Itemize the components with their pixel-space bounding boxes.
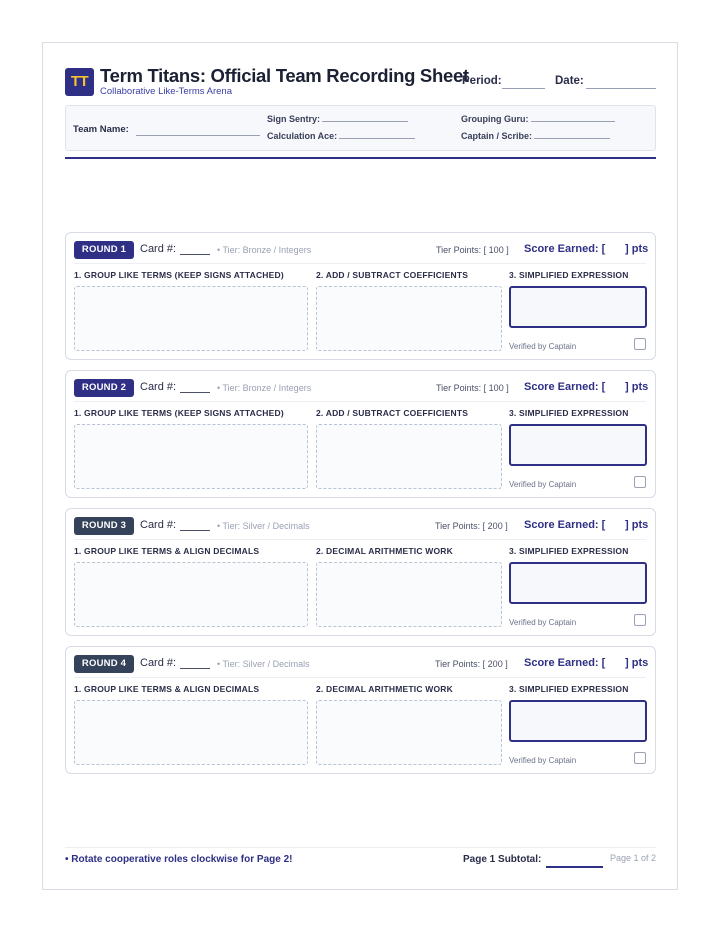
column-heading-arithmetic: 2. DECIMAL ARITHMETIC WORK <box>316 546 453 556</box>
verified-label: Verified by Captain <box>509 480 577 489</box>
date-field[interactable] <box>586 88 656 89</box>
score-earned-label: Score Earned: [ <box>524 519 606 531</box>
score-earned-label: Score Earned: [ <box>524 657 606 669</box>
role-captain-scribe <box>461 131 610 141</box>
role-grouping-guru <box>461 114 615 124</box>
period-field[interactable] <box>502 88 545 89</box>
recording-sheet <box>42 42 678 890</box>
round-divider <box>74 263 646 264</box>
round-badge: ROUND 3 <box>74 517 134 535</box>
tier-points: Tier Points: [ 100 ] <box>436 245 509 255</box>
role-field[interactable] <box>339 131 415 139</box>
page-title: Term Titans: Official Team Recording Sheet <box>100 65 469 86</box>
role-sign-sentry <box>267 114 408 124</box>
column-heading-simplified: 3. SIMPLIFIED EXPRESSION <box>509 684 629 694</box>
simplified-expression-box[interactable] <box>509 562 647 604</box>
round-divider <box>74 401 646 402</box>
card-number-label: Card #: <box>140 657 177 669</box>
verified-label: Verified by Captain <box>509 342 577 351</box>
verified-checkbox[interactable] <box>634 338 646 350</box>
round-badge: ROUND 4 <box>74 655 134 673</box>
tier-label: • Tier: Bronze / Integers <box>217 245 312 255</box>
subtotal-field[interactable] <box>546 866 603 868</box>
role-label: Sign Sentry: <box>267 114 321 124</box>
column-heading-simplified: 3. SIMPLIFIED EXPRESSION <box>509 408 629 418</box>
date-label: Date: <box>555 75 584 87</box>
score-earned-suffix: ] pts <box>625 243 649 255</box>
simplified-expression-box[interactable] <box>509 286 647 328</box>
role-field[interactable] <box>322 114 408 122</box>
team-info-panel <box>65 105 656 151</box>
simplified-expression-box[interactable] <box>509 424 647 466</box>
subtotal-label: Page 1 Subtotal: <box>463 854 542 865</box>
tier-points: Tier Points: [ 200 ] <box>435 521 508 531</box>
column-heading-group: 1. GROUP LIKE TERMS & ALIGN DECIMALS <box>74 546 260 556</box>
verified-checkbox[interactable] <box>634 476 646 488</box>
role-field[interactable] <box>534 131 610 139</box>
card-number-label: Card #: <box>140 519 177 531</box>
round-card-4 <box>65 646 656 774</box>
score-earned-label: Score Earned: [ <box>524 381 606 393</box>
header-divider <box>65 157 656 159</box>
round-divider <box>74 677 646 678</box>
card-number-label: Card #: <box>140 381 177 393</box>
role-label: Captain / Scribe: <box>461 131 533 141</box>
card-number-field[interactable] <box>180 254 210 255</box>
group-terms-workspace[interactable] <box>74 424 308 489</box>
column-heading-simplified: 3. SIMPLIFIED EXPRESSION <box>509 546 629 556</box>
page-subtitle: Collaborative Like-Terms Arena <box>100 86 233 97</box>
card-number-field[interactable] <box>180 668 210 669</box>
column-heading-simplified: 3. SIMPLIFIED EXPRESSION <box>509 270 629 280</box>
group-terms-workspace[interactable] <box>74 286 308 351</box>
round-card-3 <box>65 508 656 636</box>
round-divider <box>74 539 646 540</box>
column-heading-arithmetic: 2. ADD / SUBTRACT COEFFICIENTS <box>316 408 469 418</box>
tier-points: Tier Points: [ 100 ] <box>436 383 509 393</box>
card-number-label: Card #: <box>140 243 177 255</box>
tier-points: Tier Points: [ 200 ] <box>435 659 508 669</box>
round-badge: ROUND 2 <box>74 379 134 397</box>
page-number: Page 1 of 2 <box>610 853 657 863</box>
role-label: Calculation Ace: <box>267 131 338 141</box>
verified-checkbox[interactable] <box>634 614 646 626</box>
group-terms-workspace[interactable] <box>74 562 308 627</box>
score-earned-label: Score Earned: [ <box>524 243 606 255</box>
simplified-expression-box[interactable] <box>509 700 647 742</box>
footer-divider <box>65 847 656 848</box>
round-card-1 <box>65 232 656 360</box>
logo-badge: TT <box>65 68 94 96</box>
role-field[interactable] <box>531 114 615 122</box>
column-heading-group: 1. GROUP LIKE TERMS & ALIGN DECIMALS <box>74 684 260 694</box>
score-earned-suffix: ] pts <box>625 657 649 669</box>
arithmetic-workspace[interactable] <box>316 700 502 765</box>
role-label: Grouping Guru: <box>461 114 529 124</box>
tier-label: • Tier: Bronze / Integers <box>217 383 312 393</box>
arithmetic-workspace[interactable] <box>316 286 502 351</box>
card-number-field[interactable] <box>180 392 210 393</box>
tier-label: • Tier: Silver / Decimals <box>217 521 310 531</box>
round-card-2 <box>65 370 656 498</box>
card-number-field[interactable] <box>180 530 210 531</box>
group-terms-workspace[interactable] <box>74 700 308 765</box>
footer-tip: • Rotate cooperative roles clockwise for Page 2! <box>65 854 293 865</box>
tier-label: • Tier: Silver / Decimals <box>217 659 310 669</box>
round-badge: ROUND 1 <box>74 241 134 259</box>
verified-checkbox[interactable] <box>634 752 646 764</box>
score-earned-suffix: ] pts <box>625 519 649 531</box>
verified-label: Verified by Captain <box>509 756 577 765</box>
column-heading-group: 1. GROUP LIKE TERMS (KEEP SIGNS ATTACHED) <box>74 408 284 418</box>
arithmetic-workspace[interactable] <box>316 424 502 489</box>
period-label: Period: <box>462 75 502 87</box>
team-name-label: Team Name: <box>73 124 129 135</box>
role-calculation-ace <box>267 131 415 141</box>
arithmetic-workspace[interactable] <box>316 562 502 627</box>
score-earned-suffix: ] pts <box>625 381 649 393</box>
column-heading-group: 1. GROUP LIKE TERMS (KEEP SIGNS ATTACHED) <box>74 270 284 280</box>
verified-label: Verified by Captain <box>509 618 577 627</box>
column-heading-arithmetic: 2. DECIMAL ARITHMETIC WORK <box>316 684 453 694</box>
team-name-field[interactable] <box>136 135 260 136</box>
column-heading-arithmetic: 2. ADD / SUBTRACT COEFFICIENTS <box>316 270 469 280</box>
